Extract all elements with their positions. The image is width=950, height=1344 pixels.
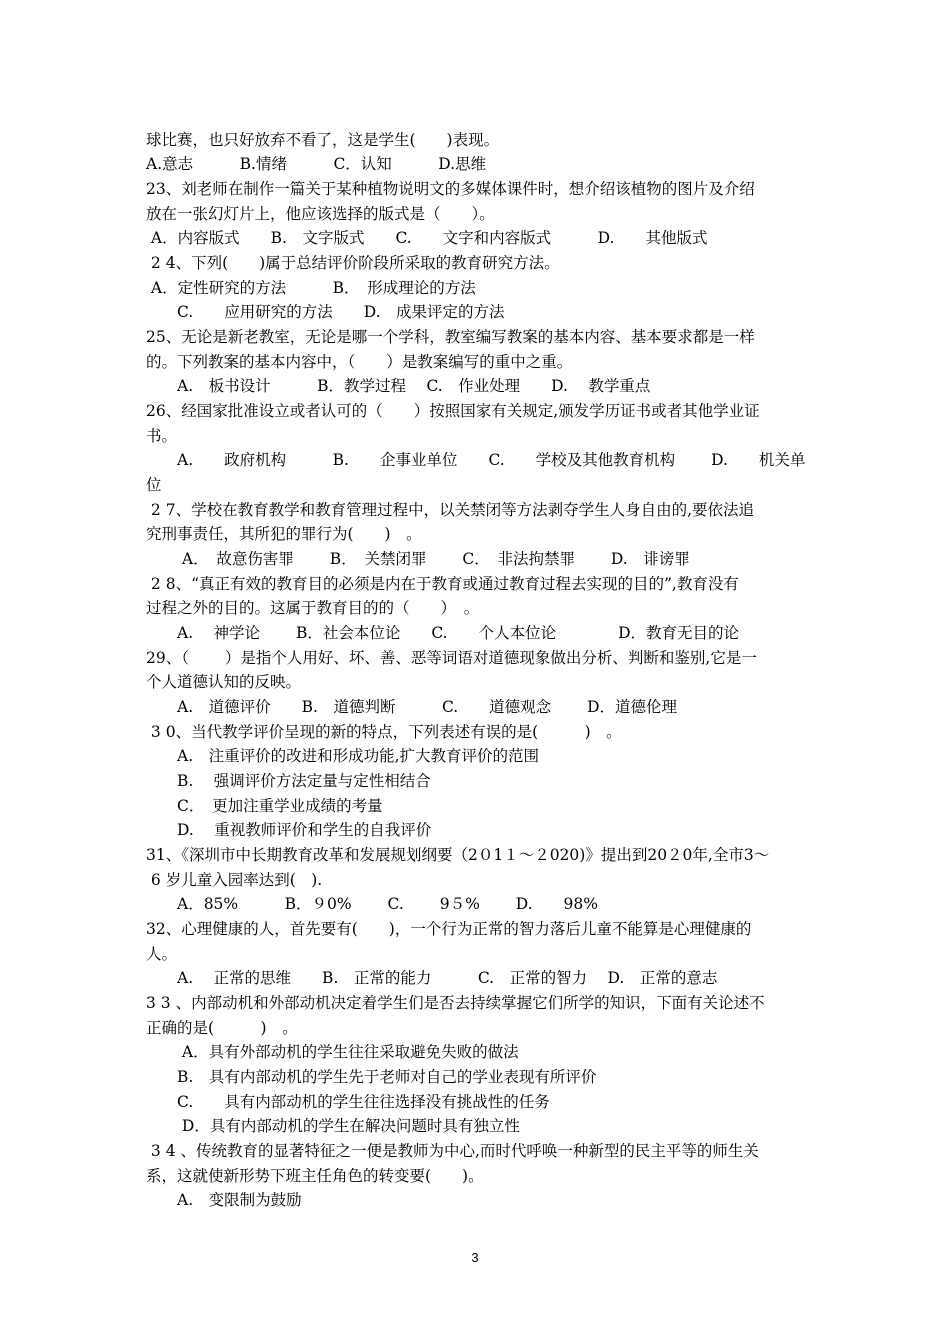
text-line: 人。 xyxy=(146,945,178,963)
text-line: C. 具有内部动机的学生往往选择没有挑战性的任务 xyxy=(146,1093,550,1111)
text-line: 放在一张幻灯片上，他应该选择的版式是（ ）。 xyxy=(146,205,495,223)
text-line: A. 板书设计 B．教学过程 C. 作业处理 D. 教学重点 xyxy=(146,377,651,395)
text-line: 29、（ ）是指个人用好、坏、善、恶等词语对道德现象做出分析、判断和鉴别,它是一 xyxy=(146,649,757,667)
text-line: 32、心理健康的人，首先要有( )，一个行为正常的智力落后儿童不能算是心理健康的 xyxy=(146,920,752,938)
text-line: A．定性研究的方法 B． 形成理论的方法 xyxy=(146,279,476,297)
text-line: A． 故意伤害罪 B． 关禁闭罪 C． 非法拘禁罪 D. 诽谤罪 xyxy=(146,550,690,568)
text-line: 球比赛，也只好放弃不看了，这是学生( )表现。 xyxy=(146,131,500,149)
text-line: 3 3 、内部动机和外部动机决定着学生们是否去持续掌握它们所学的知识，下面有关论述不 xyxy=(146,994,765,1012)
text-line: 2 7、学校在教育教学和教育管理过程中，以关禁闭等方法剥夺学生人身自由的,要依法追 xyxy=(146,501,755,519)
text-line: B. 具有内部动机的学生先于老师对自己的学业表现有所评价 xyxy=(146,1068,597,1086)
text-line: 究刑事责任，其所犯的罪行为( ) 。 xyxy=(146,525,422,543)
text-line: 2 4、下列( )属于总结评价阶段所采取的教育研究方法。 xyxy=(146,254,560,272)
text-line: 个人道德认知的反映。 xyxy=(146,673,302,691)
text-line: C． 更加注重学业成绩的考量 xyxy=(146,797,383,815)
text-line: 25、无论是新老教室，无论是哪一个学科，教室编写教案的基本内容、基本要求都是一样 xyxy=(146,328,755,346)
text-line: D. 重视教师评价和学生的自我评价 xyxy=(146,821,432,839)
text-line: 31、《深圳市中长期教育改革和发展规划纲要（2０1１～２020)》提出到20２0年,全市3～ xyxy=(146,846,770,864)
text-line: 3 0、当代教学评价呈现的新的特点，下列表述有误的是( ) 。 xyxy=(146,723,622,741)
text-line: 正确的是( ) 。 xyxy=(146,1019,298,1037)
text-line: A．具有外部动机的学生往往采取避免失败的做法 xyxy=(146,1043,519,1061)
text-line: 26、经国家批准设立或者认可的（ ）按照国家有关规定,颁发学历证书或者其他学业证 xyxy=(146,402,760,420)
text-line: A.意志 B.情绪 C．认知 D.思维 xyxy=(146,155,487,173)
text-line: A．85% B．９0% C. 9５% D. 98% xyxy=(146,895,598,913)
text-line: A. 注重评价的改进和形成功能,扩大教育评价的范围 xyxy=(146,747,540,765)
text-line: 2 8、“真正有效的教育目的必须是内在于教育或通过教育过程去实现的目的”,教育没有 xyxy=(146,575,739,593)
text-line: 6 岁儿童入园率达到( ). xyxy=(146,871,323,889)
text-line: 过程之外的目的。这属于教育目的的（ ） 。 xyxy=(146,599,480,617)
text-line: 的。下列教案的基本内容中，（ ）是教案编写的重中之重。 xyxy=(146,353,573,371)
text-line: A. 道德评价 B. 道德判断 C. 道德观念 D．道德伦理 xyxy=(146,698,678,716)
text-line: C. 应用研究的方法 D. 成果评定的方法 xyxy=(146,303,505,321)
text-line: B. 强调评价方法定量与定性相结合 xyxy=(146,772,431,790)
text-line: A. 变限制为鼓励 xyxy=(146,1191,302,1209)
text-line: A. 政府机构 B. 企事业单位 C. 学校及其他教育机构 D. 机关单 xyxy=(146,451,806,469)
text-line: D．具有内部动机的学生在解决问题时具有独立性 xyxy=(146,1117,520,1135)
text-line: 3 4 、传统教育的显著特征之一便是教师为中心,而时代呼唤一种新型的民主平等的师生关 xyxy=(146,1142,759,1160)
text-line: A．内容版式 B. 文字版式 C. 文字和内容版式 D. 其他版式 xyxy=(146,229,708,247)
text-line: 系，这就使新形势下班主任角色的转变要( )。 xyxy=(146,1167,484,1185)
text-line: 23、刘老师在制作一篇关于某种植物说明文的多媒体课件时，想介绍该植物的图片及介绍 xyxy=(146,180,755,198)
text-line: A. 正常的思维 B. 正常的能力 C. 正常的智力 D. 正常的意志 xyxy=(146,969,718,987)
text-line: 书。 xyxy=(146,427,178,445)
text-line: A. 神学论 B．社会本位论 C. 个人本位论 D．教育无目的论 xyxy=(146,624,740,642)
text-line: 位 xyxy=(146,476,162,494)
page-number: 3 xyxy=(471,1250,479,1265)
